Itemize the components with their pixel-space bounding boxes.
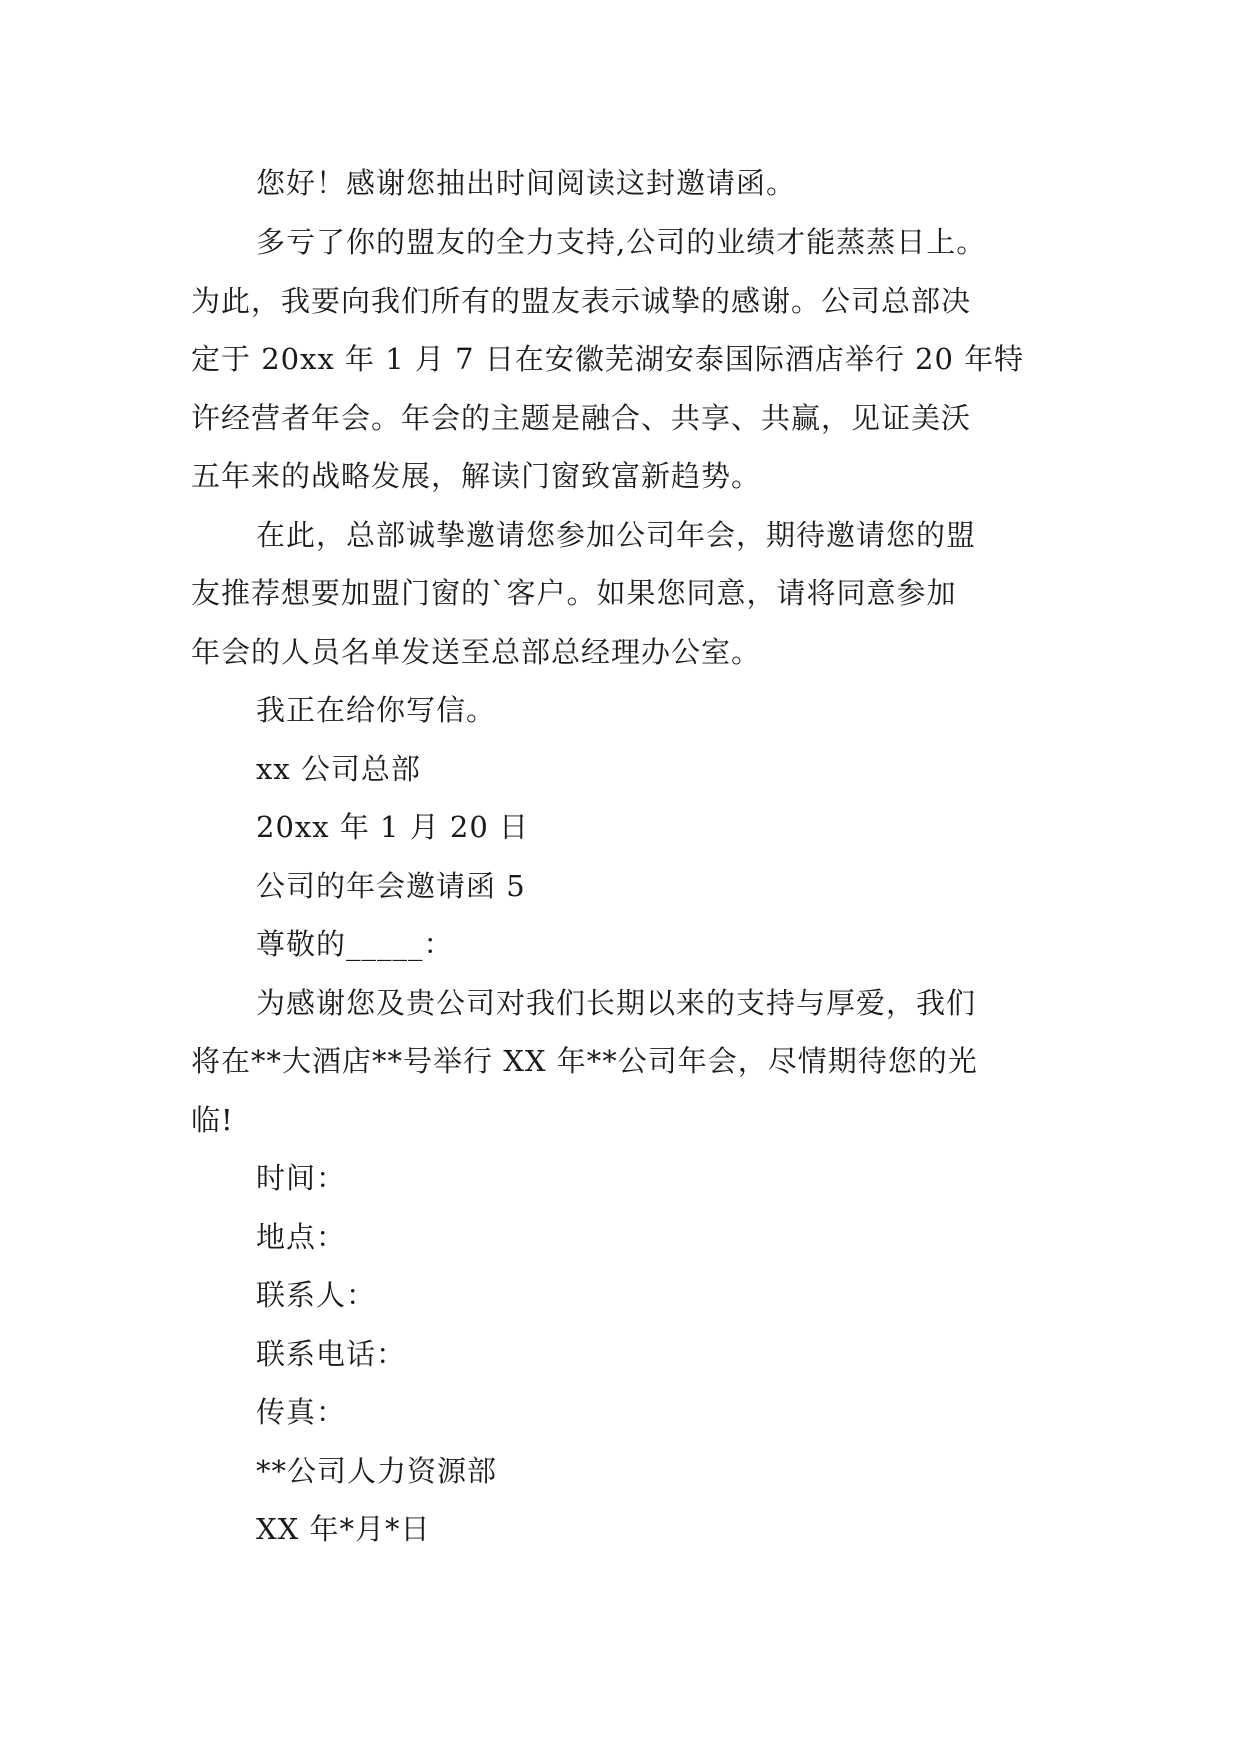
paragraph-line: 五年来的战略发展，解读门窗致富新趋势。 [191,459,762,493]
section-title: 公司的年会邀请函 5 [256,869,526,903]
paragraph-line: 许经营者年会。年会的主题是融合、共享、共赢，见证美沃 [191,401,972,435]
signature-date: XX 年*月*日 [256,1512,431,1546]
greeting-line: 您好！感谢您抽出时间阅读这封邀请函。 [256,166,797,200]
signature-company: xx 公司总部 [256,752,421,786]
field-fax: 传真： [256,1395,347,1429]
field-location: 地点： [256,1220,347,1254]
paragraph-line: 为此，我要向我们所有的盟友表示诚挚的感谢。公司总部决 [191,284,972,318]
paragraph-line: 定于 20xx 年 1 月 7 日在安徽芜湖安泰国际酒店举行 20 年特 [191,342,1025,376]
paragraph-line: 将在**大酒店**号举行 XX 年**公司年会，尽情期待您的光 [191,1044,978,1078]
paragraph-line: 临! [191,1103,234,1137]
paragraph-line: 年会的人员名单发送至总部总经理办公室。 [191,635,762,669]
signature-date: 20xx 年 1 月 20 日 [256,810,530,844]
field-time: 时间： [256,1161,347,1195]
paragraph-line: 多亏了你的盟友的全力支持,公司的业绩才能蒸蒸日上。 [256,225,987,259]
salutation-line: 尊敬的_____： [256,927,454,961]
field-contact: 联系人： [256,1278,377,1312]
paragraph-line: 为感谢您及贵公司对我们长期以来的支持与厚爱，我们 [256,986,977,1020]
closing-line: 我正在给你写信。 [256,693,497,727]
paragraph-line: 在此，总部诚挚邀请您参加公司年会，期待邀请您的盟 [256,518,977,552]
paragraph-line: 友推荐想要加盟门窗的`客户。如果您同意，请将同意参加 [191,576,957,610]
signature-department: **公司人力资源部 [256,1454,498,1488]
field-phone: 联系电话： [256,1337,407,1371]
